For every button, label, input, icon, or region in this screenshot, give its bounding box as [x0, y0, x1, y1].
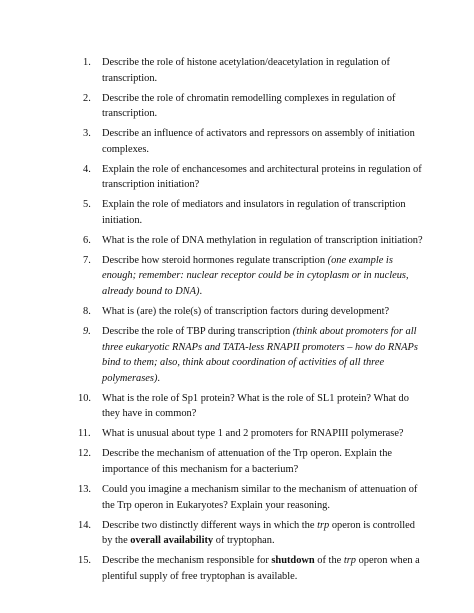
question-number: 8. — [83, 306, 91, 318]
text-segment: What is (are) the role(s) of transcription factors during development? — [102, 306, 390, 318]
question-number: 7. — [83, 254, 91, 266]
bold-text: shutdown — [271, 555, 315, 567]
question-item — [83, 91, 423, 122]
question-number: 3. — [83, 128, 91, 140]
question-item — [83, 324, 423, 386]
question-text — [102, 448, 392, 475]
question-item — [83, 304, 423, 320]
question-number: 9. — [83, 326, 91, 338]
text-segment: Describe two distinctly different ways in which the — [102, 519, 318, 531]
question-text — [102, 199, 406, 226]
question-number: 10. — [78, 392, 91, 404]
text-segment: Describe how steroid hormones regulate transcription — [102, 254, 328, 266]
question-text — [102, 326, 418, 384]
text-segment: Explain the role of mediators and insulators in regulation of transcription initiation. — [102, 199, 406, 226]
question-text — [102, 393, 409, 420]
italic-text: trp — [343, 555, 356, 567]
question-number: 1. — [83, 57, 91, 68]
text-segment: Describe the role of chromatin remodelling complexes in regulation of transcription. — [102, 92, 396, 120]
text-segment: Describe the role of TBP during transcription — [102, 326, 293, 338]
question-item — [78, 482, 423, 513]
text-segment: Describe the mechanism responsible for — [102, 555, 272, 567]
question-number: 13. — [78, 483, 91, 495]
question-item — [78, 518, 423, 549]
question-item — [78, 426, 423, 442]
question-text — [102, 306, 389, 317]
question-text — [102, 93, 395, 120]
question-number: 14. — [78, 519, 91, 531]
question-item — [83, 233, 423, 249]
text-segment: Describe the role of histone acetylation/deacetylation in regulation of transcription. — [102, 57, 390, 84]
text-segment: Describe the mechanism of attenuation of the Trp operon. Explain the importance of this mechanism for a bacterium? — [102, 448, 392, 475]
text-segment: . — [157, 372, 161, 384]
italic-text: (think about promoters for all three eukaryotic RNAPs and TATA-less RNAPII promoters – how do RNAPs bind to them; also, think about coordination of activities of all three polymerases) — [102, 326, 418, 384]
question-item — [83, 55, 423, 86]
italic-text: (one example is enough; remember: nuclear receptor could be in cytoplasm or in nucleus, already bound to DNA) — [102, 254, 409, 298]
question-text — [102, 235, 423, 246]
question-number: 15. — [78, 555, 91, 567]
question-number: 4. — [83, 163, 91, 175]
italic-text: trp — [317, 519, 330, 531]
text-segment: operon when a plentiful supply of free tryptophan is available. — [102, 555, 420, 582]
text-segment: operon is controlled by the — [102, 519, 415, 547]
text-segment: What is unusual about type 1 and 2 promoters for RNAPIII polymerase? — [102, 428, 404, 440]
text-segment: of tryptophan. — [213, 535, 275, 547]
question-text — [102, 255, 409, 297]
question-text — [102, 484, 417, 511]
question-item — [78, 391, 423, 422]
text-segment: of the — [314, 555, 344, 567]
question-item — [83, 126, 423, 157]
question-item — [78, 446, 423, 477]
text-segment: Explain the role of enchancesomes and architectural proteins in regulation of transcription initiation? — [102, 163, 422, 191]
question-text — [102, 520, 415, 547]
bold-text: overall availability — [130, 535, 214, 547]
question-item — [78, 553, 423, 584]
question-number: 12. — [78, 448, 91, 460]
question-number: 5. — [83, 199, 91, 211]
question-list — [78, 55, 423, 589]
question-text — [102, 164, 422, 191]
question-number: 6. — [83, 234, 91, 246]
question-text — [102, 428, 404, 439]
question-text — [102, 57, 390, 84]
text-segment: Describe an influence of activators and repressors on assembly of initiation complexes. — [102, 128, 415, 155]
text-segment: What is the role of Sp1 protein? What is the role of SL1 protein? What do they have in common? — [102, 392, 409, 420]
question-item — [83, 253, 423, 300]
question-number: 11. — [78, 428, 91, 440]
question-text — [102, 555, 420, 582]
text-segment: Could you imagine a mechanism similar to the mechanism of attenuation of the Trp operon in Eukaryotes? Explain your reasoning. — [102, 483, 418, 511]
text-segment: What is the role of DNA methylation in regulation of transcription initiation? — [102, 234, 423, 246]
question-item — [83, 162, 423, 193]
question-number: 2. — [83, 92, 91, 104]
question-item — [83, 197, 423, 228]
text-segment: . — [199, 286, 203, 298]
question-text — [102, 128, 415, 155]
